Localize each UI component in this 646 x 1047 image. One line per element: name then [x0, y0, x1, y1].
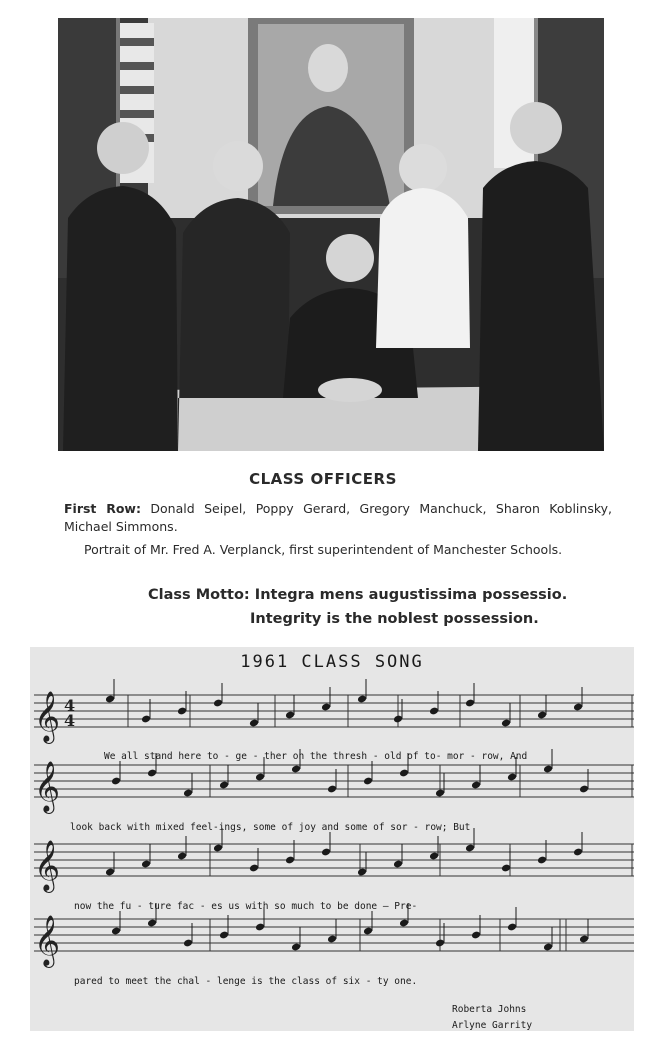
lyric-line-4: pared to meet the chal - lenge is the class of six - ty one. — [74, 976, 418, 987]
motto-label: Class Motto: — [148, 587, 250, 603]
treble-clef-icon: 𝄞 — [34, 840, 61, 891]
lyric-line-3: now the fu - ture fac - es us with so much to be done — Pre- — [74, 901, 418, 912]
first-row-names — [64, 500, 612, 536]
first-row-label: First Row: — [64, 501, 141, 516]
caption-title: CLASS OFFICERS — [249, 470, 397, 488]
music-staves — [30, 647, 634, 1031]
composer-1: Roberta Johns — [452, 1004, 527, 1015]
treble-clef-icon: 𝄞 — [34, 691, 61, 742]
class-officers-photo — [58, 18, 604, 451]
motto-latin-text: Integra mens augustissima possessio. — [254, 587, 568, 603]
composer-2: Arlyne Garrity — [452, 1020, 533, 1031]
song-title: 1961 CLASS SONG — [240, 652, 424, 672]
class-song-sheet — [30, 647, 634, 1031]
lyric-line-2: look back with mixed feel-ings, some of joy and some of sor - row; But — [70, 822, 471, 833]
time-signature-lower: 4 — [64, 711, 76, 730]
class-motto-latin — [148, 587, 567, 603]
class-motto-english: Integrity is the noblest possession. — [250, 611, 539, 627]
portrait-note: Portrait of Mr. Fred A. Verplanck, first superintendent of Manchester Schools. — [84, 542, 563, 557]
photo-graphic — [58, 18, 604, 451]
first-row-list: Donald Seipel, Poppy Gerard, Gregory Manchuck, Sharon Koblinsky, Michael Simmons. — [64, 501, 613, 534]
lyric-line-1: We all stand here to - ge - ther on the thresh - old of to- mor - row, And — [104, 751, 528, 762]
treble-clef-icon: 𝄞 — [34, 761, 61, 812]
treble-clef-icon: 𝄞 — [34, 915, 61, 966]
time-signature: 4 — [64, 696, 76, 715]
